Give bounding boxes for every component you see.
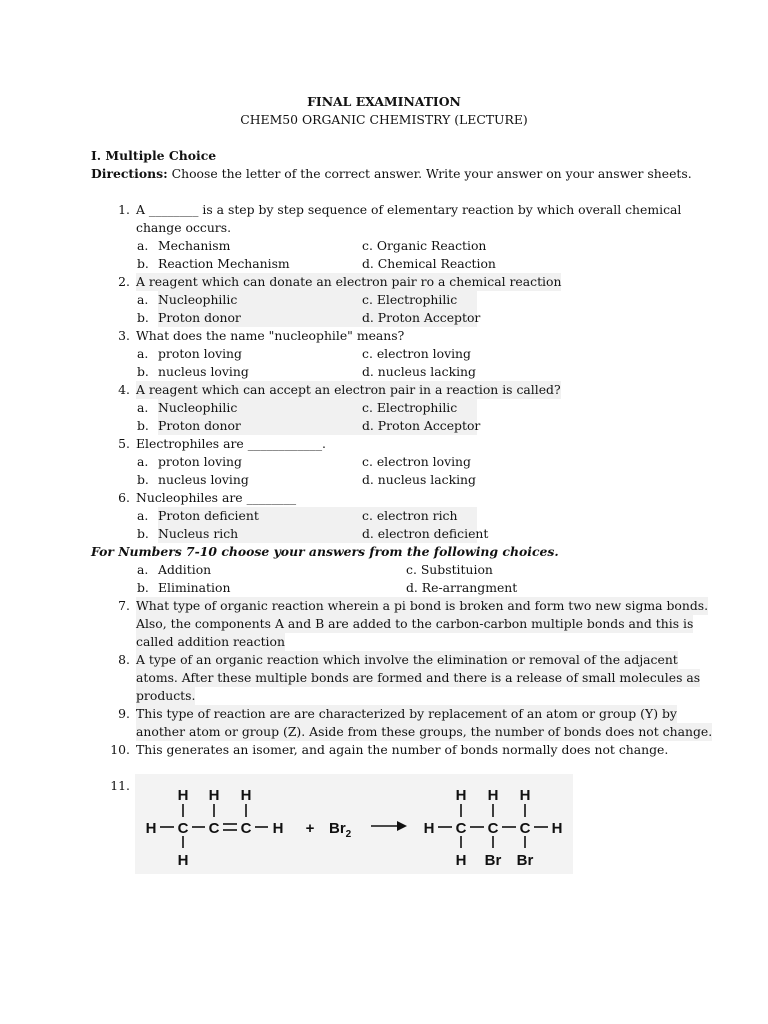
question-number: 6. — [118, 490, 130, 505]
question-text: A reagent which can donate an electron pair ro a chemical reaction — [136, 274, 562, 289]
atom-label: H — [145, 820, 157, 837]
atom-label: H — [177, 852, 189, 869]
directions-label: Directions: — [91, 166, 168, 181]
atom-label: C — [487, 820, 499, 837]
option-text: c. Electrophilic — [362, 291, 477, 309]
reagent-subscript: 2 — [345, 829, 352, 840]
option-text: Proton donor — [158, 309, 362, 327]
option-row — [0, 345, 768, 363]
reaction-svg — [135, 774, 573, 874]
option-text: c. electron rich — [362, 507, 477, 525]
question-text: A type of an organic reaction which involve the elimination or removal of the adjacent — [136, 652, 678, 667]
option-letter: b. — [137, 526, 149, 541]
question-number: 8. — [118, 652, 130, 667]
option-letter: a. — [137, 562, 149, 577]
section-heading: I. Multiple Choice — [91, 148, 217, 163]
option-text: d. Proton Acceptor — [362, 310, 481, 325]
question-number: 4. — [118, 382, 130, 397]
option-text: d. electron deficient — [362, 526, 489, 541]
option-row — [0, 237, 768, 255]
option-row — [0, 453, 768, 471]
question-text-continued: atoms. After these multiple bonds are formed and there is a release of small molecules as — [136, 670, 701, 685]
question-number: 9. — [118, 706, 130, 721]
question-text-continued: Also, the components A and B are added to the carbon-carbon multiple bonds and this is — [136, 616, 694, 631]
question-1 — [0, 201, 768, 219]
option-text: Addition — [158, 562, 212, 577]
option-letter: b. — [137, 418, 149, 433]
atom-label: C — [177, 820, 189, 837]
option-text: Reaction Mechanism — [158, 256, 290, 271]
atom-label: C — [519, 820, 531, 837]
option-text: d. nucleus lacking — [362, 364, 476, 379]
question-number: 10. — [110, 742, 130, 757]
option-text: d. Re-arrangment — [406, 580, 518, 595]
question-8 — [0, 651, 768, 669]
plus-sign: + — [305, 820, 315, 837]
option-row — [0, 255, 768, 273]
option-letter: a. — [137, 346, 149, 361]
question-text-continued: change occurs. — [136, 220, 232, 235]
reaction-diagram — [135, 774, 573, 874]
atom-label: H — [487, 787, 499, 804]
option-text: Mechanism — [158, 238, 231, 253]
question-10 — [0, 741, 768, 759]
question-9 — [0, 705, 768, 723]
option-letter: a. — [137, 400, 149, 415]
option-text: Elimination — [158, 580, 231, 595]
option-letter: b. — [137, 364, 149, 379]
option-row — [0, 363, 768, 381]
question-text: This generates an isomer, and again the number of bonds normally does not change. — [136, 742, 669, 757]
option-letter: b. — [137, 580, 149, 595]
option-text: c. Organic Reaction — [362, 238, 487, 253]
option-text: proton loving — [158, 454, 242, 469]
option-text: Nucleophilic — [158, 291, 362, 309]
option-letter: a. — [137, 454, 149, 469]
atom-label: H — [455, 852, 467, 869]
atom-label: C — [208, 820, 220, 837]
question-5 — [0, 435, 768, 453]
option-row — [0, 507, 768, 525]
atom-label: H — [519, 787, 531, 804]
question-text: Electrophiles are ____________. — [136, 436, 326, 451]
arrow-head — [397, 821, 407, 831]
exam-title: FINAL EXAMINATION — [307, 94, 461, 109]
option-text: Proton deficient — [158, 507, 362, 525]
question-text: This type of reaction are are characterized by replacement of an atom or group (Y) by — [136, 706, 677, 721]
atom-label: Br — [516, 852, 534, 869]
option-letter: b. — [137, 472, 149, 487]
option-row — [0, 309, 768, 327]
option-text: Proton donor — [158, 417, 362, 435]
question-text: Nucleophiles are ________ — [136, 490, 297, 505]
option-letter: a. — [137, 508, 149, 523]
question-text-continued: called addition reaction — [136, 634, 285, 649]
atom-label: C — [455, 820, 467, 837]
question-number: 7. — [118, 598, 130, 613]
option-row — [0, 291, 768, 309]
option-text: Nucleophilic — [158, 399, 362, 417]
question-text: What type of organic reaction wherein a pi bond is broken and form two new sigma bonds. — [136, 598, 709, 613]
option-text: nucleus loving — [158, 364, 249, 379]
option-text: d. Chemical Reaction — [362, 256, 496, 271]
question-4 — [0, 381, 768, 399]
atom-label: H — [423, 820, 435, 837]
atom-label: H — [177, 787, 189, 804]
question-3 — [0, 327, 768, 345]
option-text: c. electron loving — [362, 454, 471, 469]
option-letter: b. — [137, 310, 149, 325]
choice-row — [0, 579, 768, 597]
option-letter: a. — [137, 238, 149, 253]
atom-label: H — [240, 787, 252, 804]
option-letter: b. — [137, 256, 149, 271]
option-text: d. nucleus lacking — [362, 472, 476, 487]
question-number: 2. — [118, 274, 130, 289]
option-letter: a. — [137, 292, 149, 307]
reagent-label — [329, 820, 352, 840]
option-text: proton loving — [158, 346, 242, 361]
atom-label: Br — [484, 852, 502, 869]
question-number: 11. — [110, 778, 130, 793]
choice-row — [0, 561, 768, 579]
course-title: CHEM50 ORGANIC CHEMISTRY (LECTURE) — [240, 112, 528, 127]
option-row — [0, 525, 768, 543]
atom-label: H — [208, 787, 220, 804]
option-text: Nucleus rich — [158, 525, 362, 543]
question-2 — [0, 273, 768, 291]
option-row — [0, 399, 768, 417]
atom-label: H — [551, 820, 563, 837]
question-6 — [0, 489, 768, 507]
choices-instruction: For Numbers 7-10 choose your answers from the following choices. — [91, 544, 559, 559]
option-row — [0, 417, 768, 435]
option-text: c. Substituion — [406, 562, 493, 577]
question-7 — [0, 597, 768, 615]
option-text: nucleus loving — [158, 472, 249, 487]
atom-label: H — [272, 820, 284, 837]
question-number: 3. — [118, 328, 130, 343]
question-number: 5. — [118, 436, 130, 451]
directions-text: Choose the letter of the correct answer. Write your answer on your answer sheets. — [167, 166, 692, 181]
question-text: What does the name "nucleophile" means? — [136, 328, 405, 343]
question-number: 1. — [118, 202, 130, 217]
option-text: d. Proton Acceptor — [362, 418, 481, 433]
question-text-continued: another atom or group (Z). Aside from these groups, the number of bonds does not change. — [136, 724, 713, 739]
option-row — [0, 471, 768, 489]
question-text-continued: products. — [136, 688, 196, 703]
question-text: A reagent which can accept an electron pair in a reaction is called? — [136, 382, 561, 397]
option-text: c. Electrophilic — [362, 399, 477, 417]
atom-label: C — [240, 820, 252, 837]
option-text: c. electron loving — [362, 346, 471, 361]
atom-label: H — [455, 787, 467, 804]
directions — [91, 165, 692, 183]
question-text: A ________ is a step by step sequence of elementary reaction by which overall chemical — [136, 202, 682, 217]
reagent-symbol: Br — [329, 820, 346, 837]
